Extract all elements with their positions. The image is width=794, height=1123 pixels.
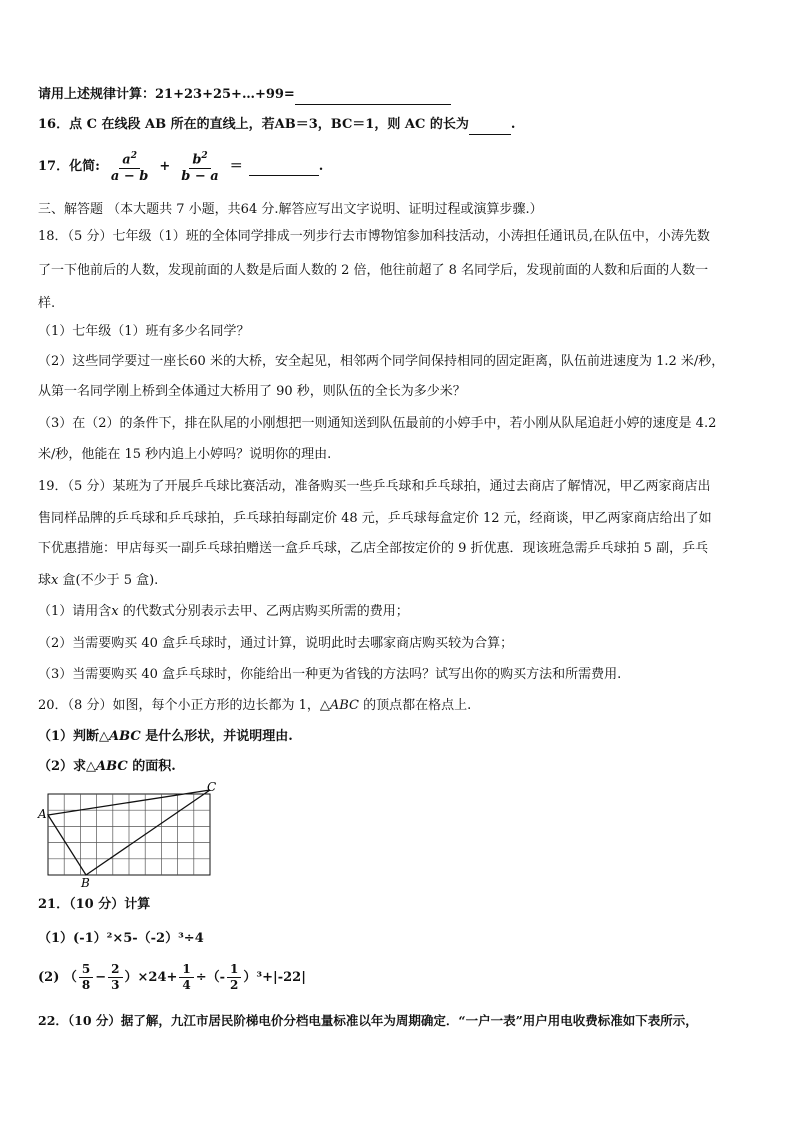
text: . [318,158,324,174]
question-22: 22．（10 分）据了解，九江市居民阶梯电价分档电量标准以年为周期确定．“一户一表”用户用电收费标准如下表所示， [38,1013,698,1028]
text: 盒(不少于 5 盒). [58,573,159,588]
question-18-part-3a: （3）在（2）的条件下，排在队尾的小刚想把一则通知送到队伍最前的小婷手中，若小刚从队尾追赶小婷的速度是 4.2 [38,416,717,431]
denominator: 2 [230,978,239,992]
question-18-line-1: 18．（5 分）七年级（1）班的全体同学排成一列步行去市博物馆参加科技活动，小涛担任通讯员,在队伍中，小涛先数 [38,229,710,244]
answer-blank [469,116,511,135]
fraction-b2-over-b-minus-a [178,148,221,185]
numerator-var: b [192,152,202,168]
question-18-part-3b: 米/秒，他能在 15 秒内追上小婷吗？说明你的理由. [38,447,332,462]
question-19-part-3: （3）当需要购买 40 盒乒乓球时，你能给出一种更为省钱的方法吗？试写出你的购买方法和所需费用. [38,667,622,682]
fraction-5-8 [79,962,93,993]
question-20-line-1 [38,697,471,715]
question-21-part-1: （1）(-1）²×5-（-2）³÷4 [38,931,204,946]
vertex-label-b: B [81,876,90,890]
question-20-part-1 [38,728,293,746]
fraction-2-3 [108,962,122,993]
question-19-line-3: 下优惠措施：甲店每买一副乒乓球拍赠送一盒乒乓球，乙店全部按定价的 9 折优惠．现该班急需乒乓球拍 5 副，乒乓 [38,541,709,556]
question-18-line-2: 了一下他前后的人数，发现前面的人数是后面人数的 2 倍，他往前超了 8 名同学后，发现前面的人数和后面的人数一 [38,263,709,278]
numerator: 1 [227,962,241,978]
numerator: 2 [108,962,122,978]
numerator-var: a [122,152,131,168]
text: 的顶点都在格点上. [359,698,472,713]
numerator: 5 [79,962,93,978]
plus-sign: + [159,158,171,174]
question-21: 21．（10 分）计算 [38,897,151,912]
text: 是什么形状，并说明理由. [140,729,293,744]
question-18-part-2b: 从第一名同学刚上桥到全体通过大桥用了 90 秒，则队伍的全长为多少米？ [38,384,466,399]
denominator: 8 [81,978,91,992]
question-18-part-2a: （2）这些同学要过一座长60 米的大桥，安全起见，相邻两个同学间保持相同的固定距离，队伍前进速度为 1.2 米/秒， [38,354,725,369]
denominator: 3 [111,978,120,992]
question-19-line-1: 19．（5 分）某班为了开展乒乓球比赛活动，准备购买一些乒乓球和乒乓球拍，通过去商店了解情况，甲乙两家商店出 [38,479,711,494]
text: 16．点 C 在线段 AB 所在的直线上，若AB＝3，BC＝1，则 AC 的长为 [38,117,469,132]
exponent: 2 [130,151,137,161]
question-18-part-1: （1）七年级（1）班有多少名同学？ [38,324,250,339]
text: 的面积. [127,759,176,774]
text: ）×24+ [124,969,178,985]
answer-blank [295,86,451,105]
triangle-grid-figure [34,780,234,890]
text: . [510,117,516,132]
question-18-line-3: 样. [38,296,56,311]
line-formula-sum [38,86,451,105]
fraction-1-4 [179,962,193,993]
equals-sign: ＝ [229,158,243,174]
variable-x: x [51,573,59,588]
text: 请用上述规律计算：21+23+25+…+99= [38,87,295,102]
fraction-1-2 [227,962,241,993]
text: （1）判断 [38,729,100,744]
triangle-abc: △ABC [319,698,359,713]
numerator [189,148,210,169]
question-19-part-2: （2）当需要购买 40 盒乒乓球时，通过计算，说明此时去哪家商店购买较为合算； [38,636,514,651]
question-16 [38,116,515,135]
denominator: 4 [182,978,191,992]
section-heading-3: 三、解答题 （本大题共 7 小题，共64 分.解答应写出文字说明、证明过程或演算步骤.） [38,202,543,217]
text: 20．（8 分）如图，每个小正方形的边长都为 1， [38,698,320,713]
triangle-abc: △ABC [86,759,128,774]
denominator: b − a [181,169,219,185]
text: ）³+|-22| [243,969,306,985]
minus-sign: − [95,969,107,985]
text: （2）求 [38,759,87,774]
question-17 [38,148,323,185]
question-19-line-2: 售同样品牌的乒乓球和乒乓球拍，乒乓球拍每副定价 48 元，乒乓球每盒定价 12 元，经商谈，甲乙两家商店给出了如 [38,511,712,526]
text: ÷（- [195,969,226,985]
text: (2) （ [38,969,77,985]
exponent: 2 [201,151,208,161]
question-21-part-2 [38,962,306,993]
numerator [119,148,140,169]
denominator: a − b [110,169,149,185]
variable-x: x [111,604,119,619]
text: 的代数式分别表示去甲、乙两店购买所需的费用； [118,604,409,619]
vertex-label-a: A [38,807,47,821]
fraction-a2-over-a-minus-b [108,148,151,185]
text: （1）请用含 [38,604,112,619]
question-19-line-4 [38,572,158,590]
question-label: 17．化简: [38,158,100,174]
triangle-abc: △ABC [99,729,141,744]
question-20-part-2 [38,758,176,776]
answer-blank [249,157,319,176]
text: 球 [38,573,52,588]
question-19-part-1 [38,603,409,621]
numerator: 1 [179,962,193,978]
vertex-label-c: C [207,780,217,794]
